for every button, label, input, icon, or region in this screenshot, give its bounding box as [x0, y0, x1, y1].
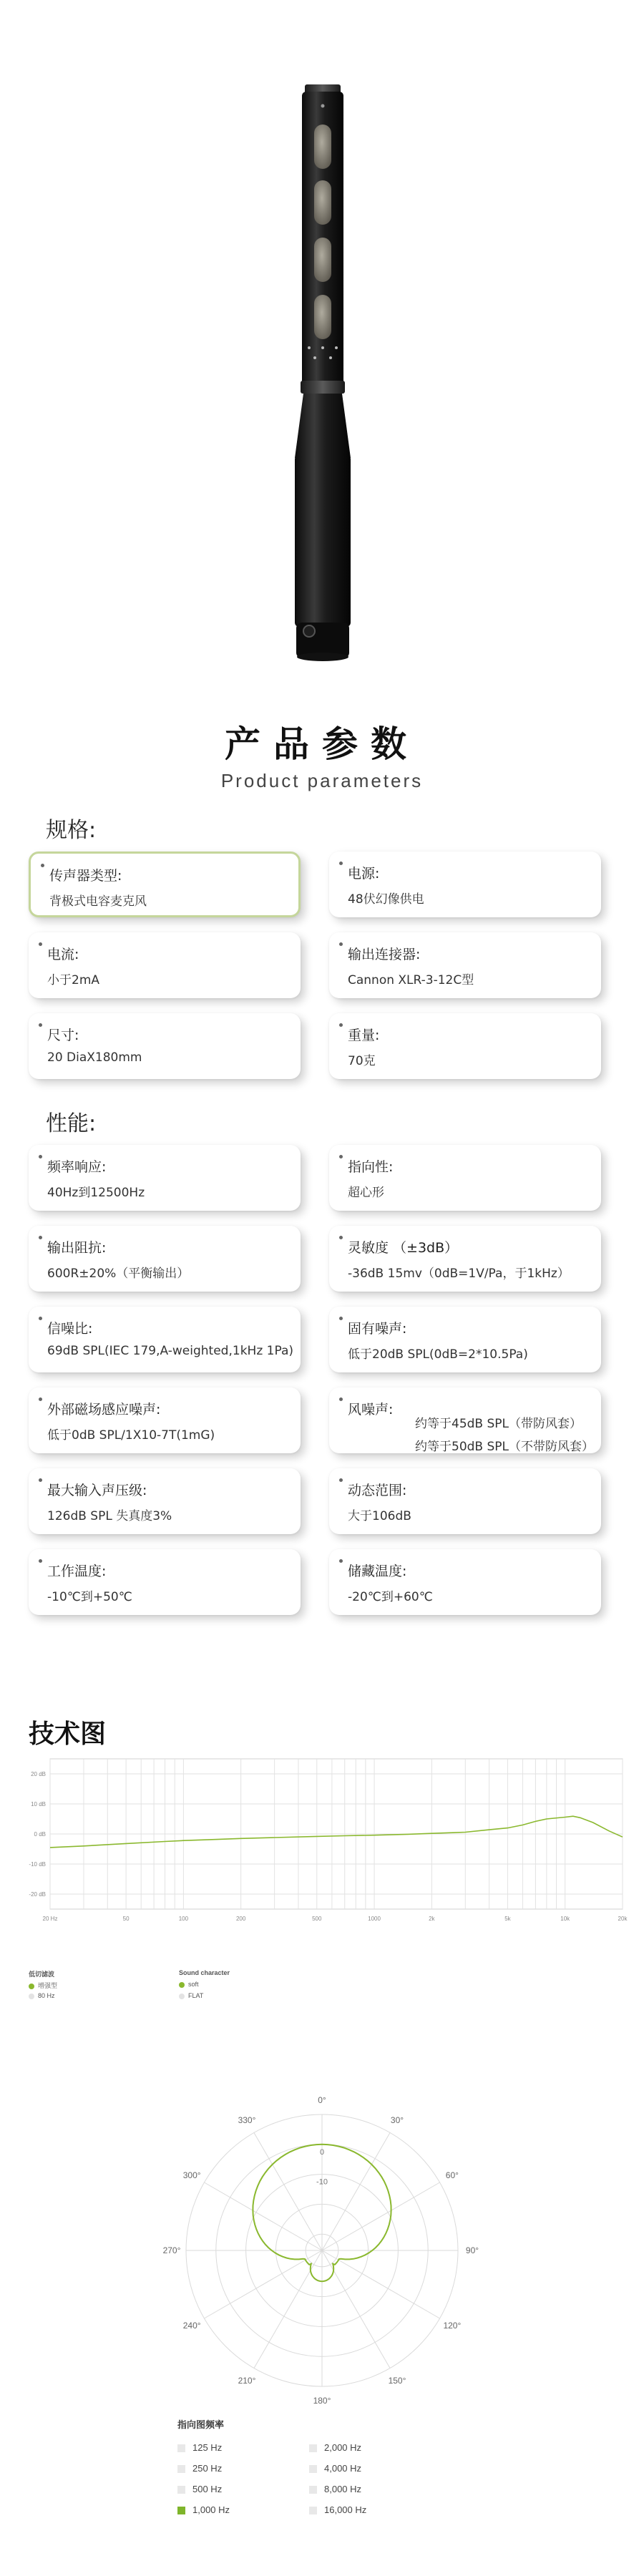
spec-value: 小于2mA — [47, 973, 100, 987]
perf-label: 动态范围: — [348, 1483, 407, 1498]
x-tick-label: 5k — [504, 1916, 511, 1922]
spec-group-title: 规格: — [46, 818, 97, 843]
perf-value-secondary: 约等于50dB SPL（不带防风套） — [415, 1440, 595, 1454]
perf-label: 输出阻抗: — [47, 1240, 107, 1256]
perf-label: 工作温度: — [47, 1563, 107, 1579]
checkbox-icon — [177, 2486, 185, 2494]
x-tick-label: 20 Hz — [42, 1916, 58, 1922]
polar-frequency-option[interactable] — [177, 2504, 230, 2515]
y-tick-label: 10 dB — [31, 1801, 46, 1807]
spec-card-current — [29, 932, 301, 998]
polar-angle-label: 90° — [465, 2245, 479, 2255]
perf-label: 固有噪声: — [348, 1321, 407, 1337]
heading-cn: 产品参数 — [225, 723, 419, 765]
y-tick-label: 20 dB — [31, 1771, 46, 1777]
checkbox-checked-icon — [177, 2507, 185, 2514]
spec-value: 20 DiaX180mm — [47, 1050, 142, 1065]
radio-off-icon — [179, 1994, 185, 1999]
section-heading — [0, 716, 644, 792]
checkbox-icon — [309, 2507, 317, 2514]
perf-value: 69dB SPL(IEC 179,A-weighted,1kHz 1Pa) — [47, 1344, 294, 1358]
spec-label: 传声器类型: — [49, 868, 122, 884]
polar-frequency-label: 1,000 Hz — [192, 2504, 230, 2515]
bullet-dot — [39, 1317, 42, 1320]
polar-angle-label: 150° — [388, 2375, 406, 2386]
polar-frequency-option[interactable] — [309, 2484, 361, 2494]
checkbox-icon — [177, 2465, 185, 2473]
polar-frequency-label: 8,000 Hz — [324, 2484, 362, 2494]
y-tick-label: 0 dB — [34, 1831, 46, 1838]
perf-card-operating-temp — [29, 1549, 301, 1615]
bullet-dot — [339, 1023, 343, 1027]
perf-value: 40Hz到12500Hz — [47, 1186, 145, 1200]
polar-frequency-label: 4,000 Hz — [324, 2463, 362, 2474]
polar-frequency-option[interactable] — [309, 2504, 366, 2515]
spec-card-size — [29, 1013, 301, 1079]
polar-frequency-label: 250 Hz — [192, 2463, 223, 2474]
x-tick-label: 200 — [235, 1916, 246, 1922]
polar-radial-label: -10 — [316, 2177, 328, 2187]
perf-card-frequency-response — [29, 1145, 301, 1211]
polar-frequency-label: 2,000 Hz — [324, 2442, 362, 2453]
legend-label: 80 Hz — [38, 1992, 55, 1999]
perf-label: 频率响应: — [47, 1159, 107, 1175]
polar-angle-label: 330° — [238, 2115, 256, 2126]
polar-pattern-chart — [143, 2089, 501, 2411]
polar-frequency-option[interactable] — [309, 2463, 361, 2474]
perf-card-directivity — [329, 1145, 601, 1211]
perf-card-snr — [29, 1307, 301, 1372]
spec-value: Cannon XLR-3-12C型 — [348, 973, 474, 987]
polar-angle-label: 180° — [313, 2396, 331, 2406]
polar-legend-title: 指向图频率 — [177, 2419, 225, 2430]
bullet-dot — [339, 1155, 343, 1158]
polar-angle-label: 300° — [182, 2170, 201, 2180]
microphone-product-image — [0, 0, 644, 687]
x-tick-label: 50 — [122, 1916, 130, 1922]
perf-value: 126dB SPL 失真度3% — [47, 1509, 172, 1523]
bullet-dot — [39, 1478, 42, 1482]
x-tick-label: 1000 — [368, 1916, 381, 1922]
bullet-dot — [41, 864, 44, 867]
spec-card-weight — [329, 1013, 601, 1079]
spec-value: 70克 — [348, 1054, 376, 1068]
perf-value: 低于0dB SPL/1X10-7T(1mG) — [47, 1428, 215, 1443]
perf-value: 低于20dB SPL(0dB=2*10.5Pa) — [348, 1347, 528, 1362]
bullet-dot — [39, 1155, 42, 1158]
legend-label: soft — [188, 1981, 199, 1988]
x-tick-label: 20k — [618, 1916, 628, 1922]
legend-label: 增强型 — [38, 1982, 58, 1989]
bullet-dot — [339, 1559, 343, 1563]
y-tick-label: -20 dB — [29, 1891, 46, 1898]
bullet-dot — [39, 1397, 42, 1401]
perf-card-dynamic-range — [329, 1468, 601, 1534]
spec-card-connector — [329, 932, 601, 998]
x-tick-label: 2k — [429, 1916, 435, 1922]
legend-item-soft[interactable] — [179, 1981, 199, 1988]
polar-angle-label: 30° — [390, 2115, 404, 2126]
perf-card-magnetic-noise — [29, 1387, 301, 1453]
perf-card-sensitivity — [329, 1226, 601, 1292]
radio-off-icon — [29, 1994, 34, 1999]
polar-angle-label: 240° — [182, 2321, 201, 2331]
perf-value: 600R±20%（平衡输出） — [47, 1267, 190, 1281]
checkbox-icon — [309, 2444, 317, 2452]
spec-value: 48伏幻像供电 — [348, 892, 424, 907]
checkbox-icon — [177, 2444, 185, 2452]
legend-col2-title: Sound character — [179, 1969, 230, 1976]
perf-card-max-spl — [29, 1468, 301, 1534]
spec-label: 输出连接器: — [348, 947, 421, 962]
tech-chart-title: 技术图 — [29, 1719, 107, 1749]
polar-angle-label: 210° — [238, 2375, 256, 2386]
perf-card-output-impedance — [29, 1226, 301, 1292]
x-tick-label: 500 — [312, 1916, 322, 1922]
polar-radial-label: 0 — [319, 2147, 325, 2157]
perf-label: 最大输入声压级: — [47, 1483, 147, 1498]
spec-label: 电源: — [348, 866, 380, 882]
polar-frequency-option[interactable] — [177, 2484, 222, 2494]
polar-angle-label: 60° — [445, 2170, 459, 2180]
perf-value: 大于106dB — [348, 1509, 411, 1523]
perf-value: 约等于45dB SPL（带防风套） — [415, 1417, 582, 1431]
polar-angle-label: 0° — [318, 2095, 326, 2105]
legend-item-80hz[interactable] — [29, 1992, 55, 1999]
perf-value: -36dB 15mv（0dB=1V/Pa，于1kHz） — [348, 1267, 570, 1281]
bullet-dot — [339, 1317, 343, 1320]
spec-label: 尺寸: — [47, 1028, 79, 1043]
bullet-dot — [339, 862, 343, 865]
perf-label: 风噪声: — [348, 1402, 394, 1418]
legend-col1-title: 低切滤波 — [29, 1971, 55, 1978]
spec-card-mic-type — [29, 852, 301, 917]
polar-frequency-option[interactable] — [177, 2463, 222, 2474]
perf-value: -10℃到+50℃ — [47, 1590, 132, 1604]
perf-label: 信噪比: — [47, 1321, 93, 1337]
freq-legend — [29, 1969, 315, 2012]
legend-item-enhanced[interactable] — [29, 1981, 57, 1990]
bullet-dot — [39, 1236, 42, 1239]
perf-card-storage-temp — [329, 1549, 601, 1615]
spec-card-power — [329, 852, 601, 917]
perf-value: 超心形 — [348, 1186, 384, 1200]
radio-on-icon — [29, 1984, 34, 1989]
perf-label: 灵敏度 （±3dB） — [348, 1240, 459, 1256]
polar-frequency-option[interactable] — [309, 2442, 361, 2453]
bullet-dot — [39, 942, 42, 946]
bullet-dot — [339, 1236, 343, 1239]
spec-value: 背极式电容麦克风 — [49, 894, 147, 909]
bullet-dot — [339, 942, 343, 946]
bullet-dot — [39, 1559, 42, 1563]
checkbox-icon — [309, 2465, 317, 2473]
polar-frequency-label: 125 Hz — [192, 2442, 223, 2453]
polar-frequency-label: 500 Hz — [192, 2484, 223, 2494]
perf-label: 外部磁场感应噪声: — [47, 1402, 161, 1418]
polar-frequency-label: 16,000 Hz — [324, 2504, 367, 2515]
spec-label: 电流: — [47, 947, 79, 962]
bullet-dot — [339, 1478, 343, 1482]
perf-group-title: 性能: — [46, 1111, 97, 1136]
bullet-dot — [39, 1023, 42, 1027]
bullet-dot — [339, 1397, 343, 1401]
perf-card-self-noise — [329, 1307, 601, 1372]
perf-label: 指向性: — [348, 1159, 394, 1175]
x-tick-label: 10k — [560, 1916, 570, 1922]
frequency-response-chart — [21, 1752, 630, 1931]
radio-on-icon — [179, 1982, 185, 1988]
polar-angle-label: 270° — [162, 2245, 181, 2255]
polar-frequency-option[interactable] — [177, 2442, 222, 2453]
y-tick-label: -10 dB — [29, 1861, 46, 1868]
perf-label: 储藏温度: — [348, 1563, 407, 1579]
perf-card-wind-noise — [329, 1387, 601, 1453]
x-tick-label: 100 — [178, 1916, 189, 1922]
perf-value: -20℃到+60℃ — [348, 1590, 433, 1604]
spec-label: 重量: — [348, 1028, 380, 1043]
legend-item-flat[interactable] — [179, 1992, 203, 1999]
polar-angle-label: 120° — [443, 2321, 462, 2331]
legend-label: FLAT — [188, 1992, 204, 1999]
heading-en: Product parameters — [220, 770, 424, 791]
checkbox-icon — [309, 2486, 317, 2494]
